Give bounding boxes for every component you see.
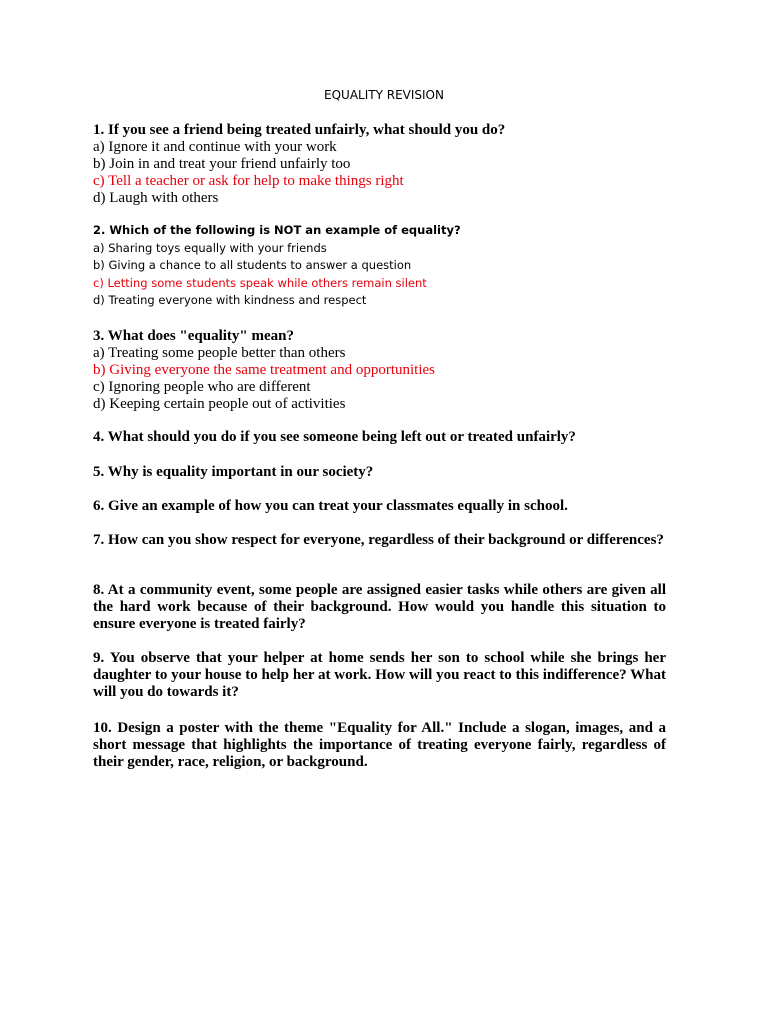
question-1-option-c-answer: c) Tell a teacher or ask for help to make things right — [93, 173, 404, 189]
question-3-option-b-answer: b) Giving everyone the same treatment and opportunities — [93, 362, 435, 378]
question-3-option-c: c) Ignoring people who are different — [93, 379, 311, 395]
question-2-option-d: d) Treating everyone with kindness and respect — [93, 293, 367, 307]
question-7: 7. How can you show respect for everyone, regardless of their background or differences? — [93, 532, 664, 548]
question-1 — [93, 122, 666, 207]
question-2-option-c-answer: c) Letting some students speak while others remain silent — [93, 275, 427, 290]
question-2-text: 2. Which of the following is NOT an example of equality? — [93, 223, 461, 237]
question-9: 9. You observe that your helper at home sends her son to school while she brings her daughter to your house to help her at work. How will you react to this indifference? What will you do towards it? — [93, 650, 666, 700]
question-3-text: 3. What does "equality" mean? — [93, 328, 294, 344]
question-4: 4. What should you do if you see someone being left out or treated unfairly? — [93, 429, 576, 445]
question-3-option-a: a) Treating some people better than others — [93, 345, 346, 361]
question-8: 8. At a community event, some people are assigned easier tasks while others are given all the hard work because of their background. How would you handle this situation to ensure everyone is treated fairly? — [93, 582, 666, 632]
question-2-option-a: a) Sharing toys equally with your friends — [93, 240, 327, 255]
question-3-option-d: d) Keeping certain people out of activities — [93, 396, 346, 412]
question-1-text: 1. If you see a friend being treated unfairly, what should you do? — [93, 122, 506, 138]
question-1-option-d: d) Laugh with others — [93, 190, 219, 206]
page-title: EQUALITY REVISION — [324, 88, 444, 102]
question-10: 10. Design a poster with the theme "Equality for All." Include a slogan, images, and a short message that highlights the importance of treating everyone fairly, regardless of their gender, race, religion, or background. — [93, 720, 666, 770]
question-3 — [93, 328, 666, 413]
question-1-option-a: a) Ignore it and continue with your work — [93, 139, 337, 155]
question-6: 6. Give an example of how you can treat your classmates equally in school. — [93, 498, 568, 514]
question-1-option-b: b) Join in and treat your friend unfairly too — [93, 156, 351, 172]
question-5: 5. Why is equality important in our society? — [93, 464, 374, 480]
question-2 — [93, 222, 666, 310]
question-2-option-b: b) Giving a chance to all students to answer a question — [93, 258, 412, 272]
